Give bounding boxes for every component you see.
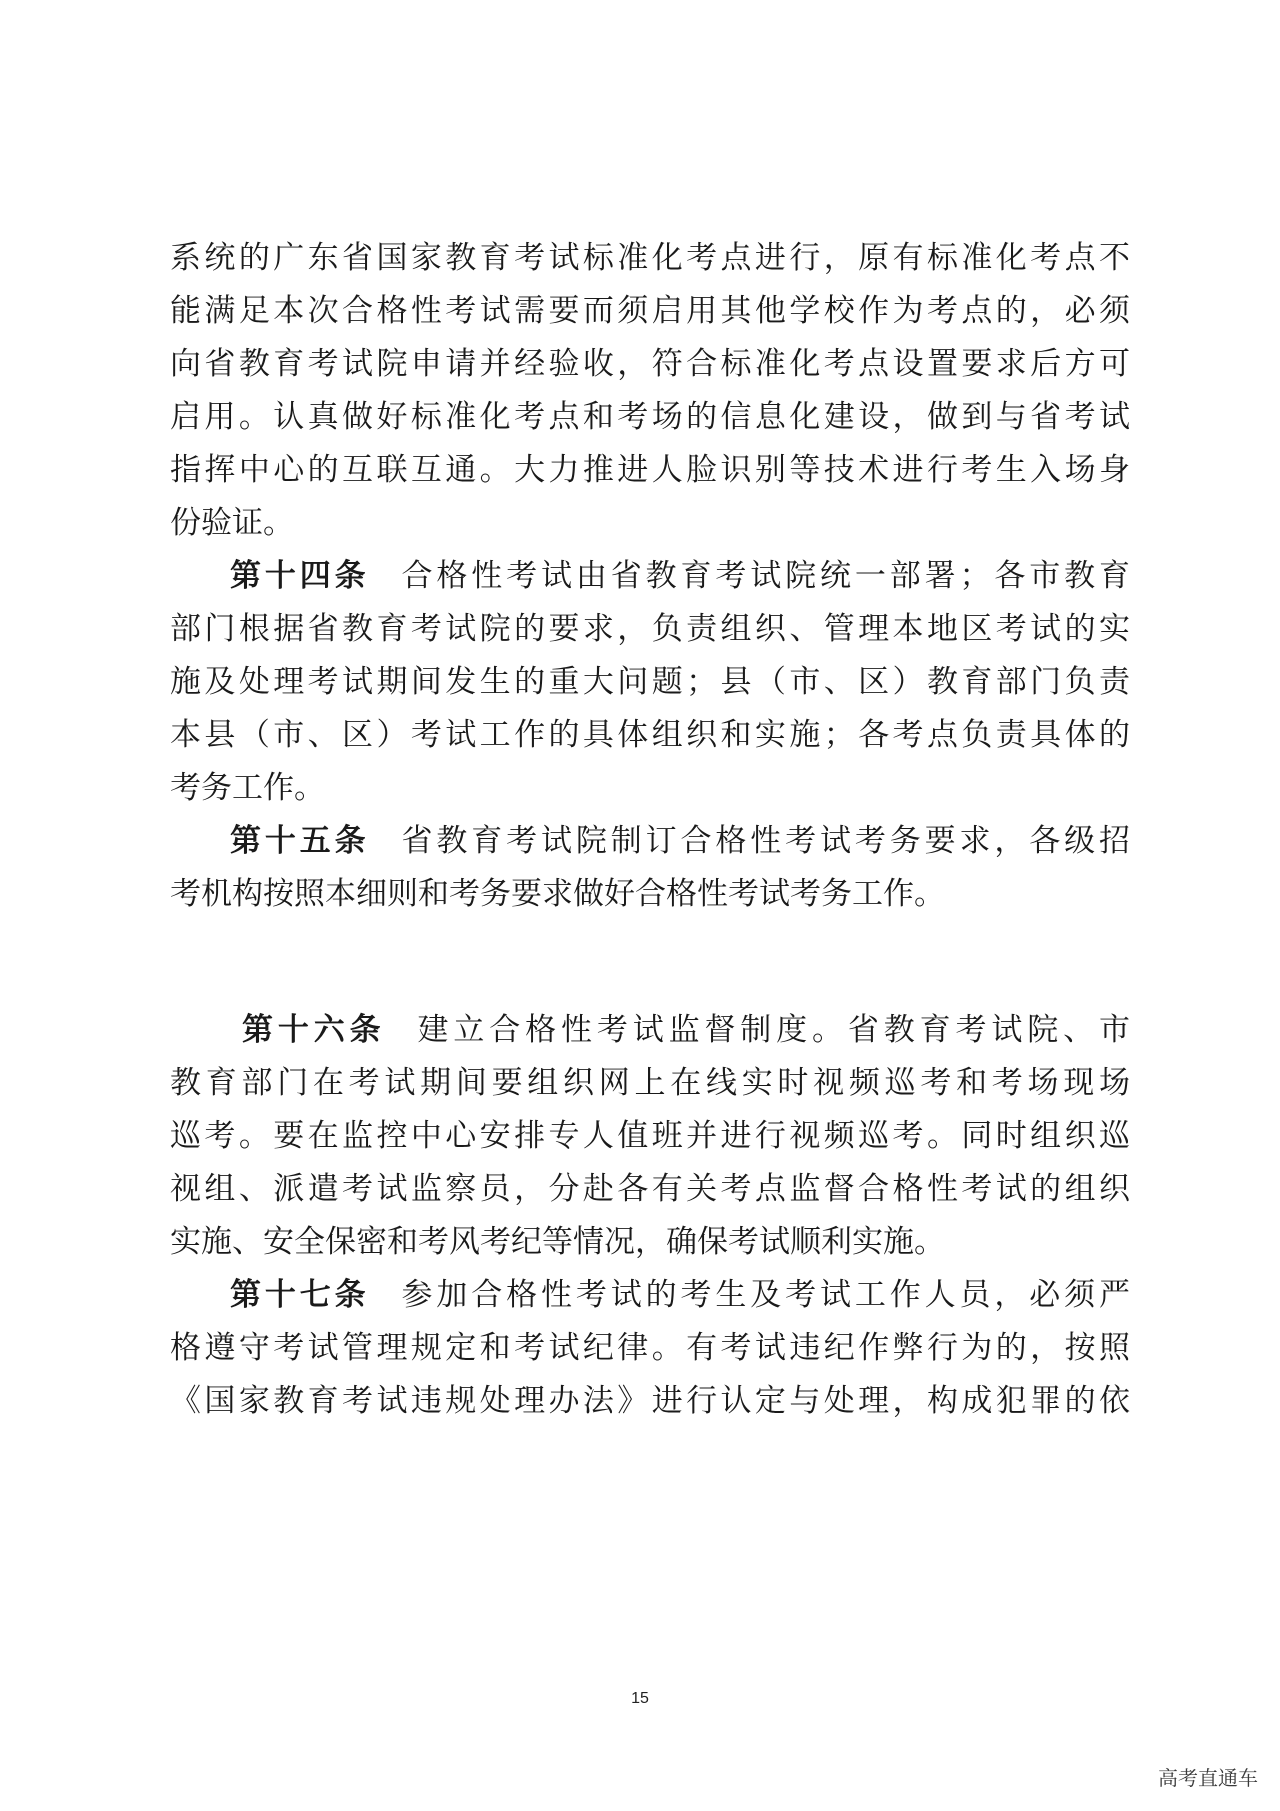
article-15-line	[230, 821, 1130, 861]
text-line: 格遵守考试管理规定和考试纪律。有考试违纪作弊行为的，按照	[170, 1330, 1130, 1366]
text-line: 视组、派遣考试监察员，分赴各有关考点监督合格性考试的组织	[170, 1171, 1130, 1207]
watermark: 高考直通车	[1158, 1766, 1258, 1790]
article-15-title: 第十五条	[230, 823, 370, 859]
article-14-title: 第十四条	[230, 558, 370, 594]
text-line: 实施、安全保密和考风考纪等情况，确保考试顺利实施。	[170, 1224, 945, 1260]
text-line: 向省教育考试院申请并经验收，符合标准化考点设置要求后方可	[170, 346, 1130, 382]
article-16-title: 第十六条	[242, 1012, 386, 1048]
article-14-text: 合格性考试由省教育考试院统一部署；各市教育	[401, 558, 1130, 594]
article-16-line	[242, 1010, 1130, 1050]
text-line: 份验证。	[170, 505, 294, 541]
page-number: 15	[631, 1690, 649, 1707]
article-17-line	[230, 1275, 1130, 1315]
article-15-text: 省教育考试院制订合格性考试考务要求，各级招	[401, 823, 1130, 859]
article-16-text: 建立合格性考试监督制度。省教育考试院、市	[417, 1012, 1131, 1048]
article-17-text: 参加合格性考试的考生及考试工作人员，必须严	[401, 1277, 1130, 1313]
text-line: 教育部门在考试期间要组织网上在线实时视频巡考和考场现场	[170, 1065, 1130, 1101]
text-line: 本县（市、区）考试工作的具体组织和实施；各考点负责具体的	[170, 717, 1130, 753]
text-line: 考机构按照本细则和考务要求做好合格性考试考务工作。	[170, 876, 945, 912]
chapter-heading	[0, 960, 1280, 1004]
text-line: 能满足本次合格性考试需要而须启用其他学校作为考点的，必须	[170, 293, 1130, 329]
text-line: 部门根据省教育考试院的要求，负责组织、管理本地区考试的实	[170, 611, 1130, 647]
text-line: 《国家教育考试违规处理办法》进行认定与处理，构成犯罪的依	[170, 1383, 1130, 1419]
text-line: 指挥中心的互联互通。大力推进人脸识别等技术进行考生入场身	[170, 452, 1130, 488]
article-17-title: 第十七条	[230, 1277, 370, 1313]
text-line: 施及处理考试期间发生的重大问题；县（市、区）教育部门负责	[170, 664, 1130, 700]
text-line: 系统的广东省国家教育考试标准化考点进行，原有标准化考点不	[170, 240, 1130, 276]
text-line: 启用。认真做好标准化考点和考场的信息化建设，做到与省考试	[170, 399, 1130, 435]
text-line: 考务工作。	[170, 770, 325, 806]
article-14-line	[230, 556, 1130, 596]
text-line: 巡考。要在监控中心安排专人值班并进行视频巡考。同时组织巡	[170, 1118, 1130, 1154]
